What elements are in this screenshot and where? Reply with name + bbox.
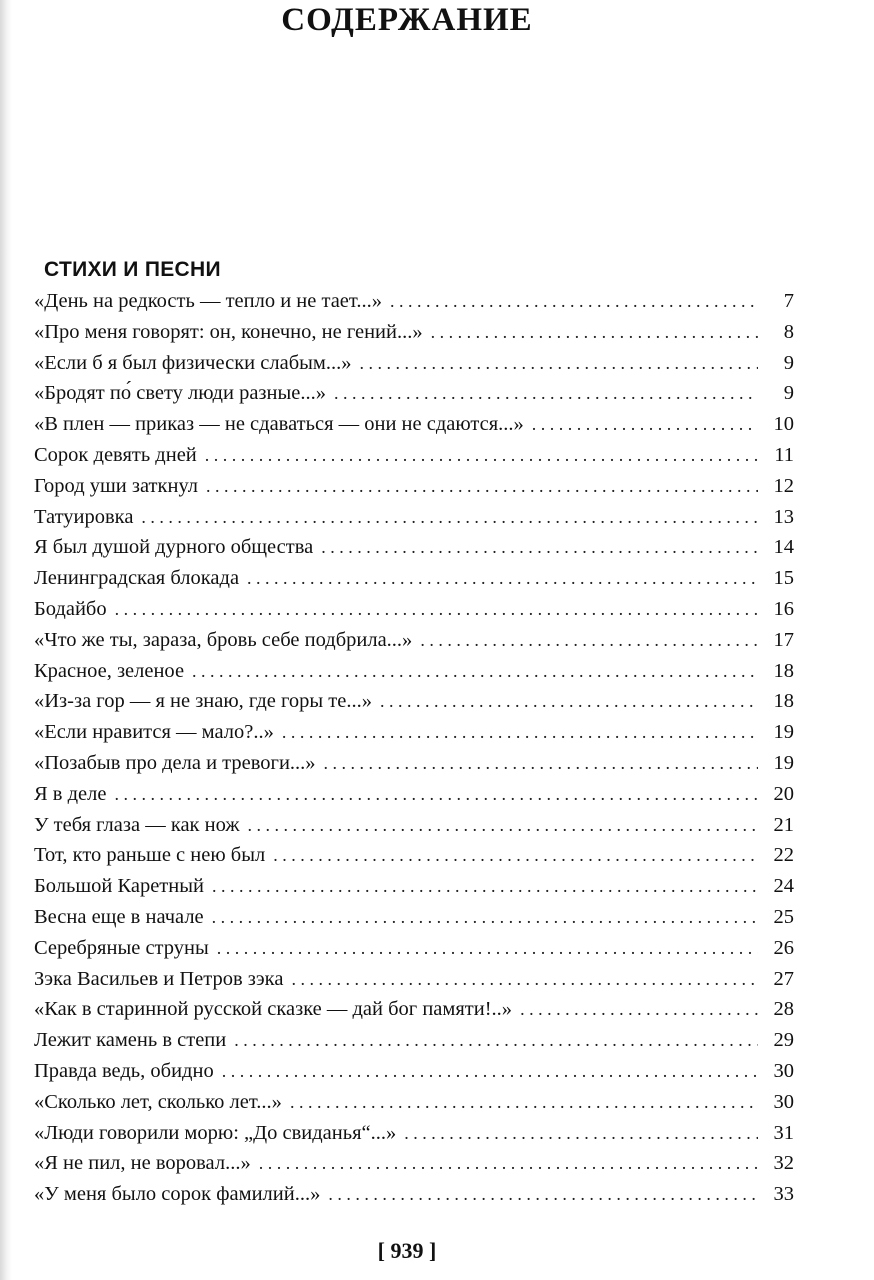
toc-entry[interactable] bbox=[34, 783, 794, 814]
toc-entry-title: Я в деле bbox=[34, 782, 107, 805]
toc-entry[interactable] bbox=[34, 352, 794, 383]
toc-entry[interactable] bbox=[34, 752, 794, 783]
toc-leader-dots bbox=[206, 476, 758, 497]
toc-leader-dots bbox=[205, 445, 758, 466]
toc-entry-title: «Что же ты, зараза, бровь себе подбрила...» bbox=[34, 628, 413, 651]
toc-entry-page: 11 bbox=[774, 443, 794, 466]
toc-entry[interactable] bbox=[34, 1060, 794, 1091]
toc-leader-dots bbox=[380, 691, 758, 712]
toc-entry[interactable] bbox=[34, 660, 794, 691]
toc-entry-page: 27 bbox=[773, 967, 794, 990]
toc-entry-page: 33 bbox=[773, 1183, 794, 1206]
toc-leader-dots bbox=[247, 568, 758, 589]
toc-entry[interactable] bbox=[34, 814, 794, 845]
toc-entry-page: 14 bbox=[773, 536, 794, 559]
toc-entry-title: Я был душой дурного общества bbox=[34, 536, 314, 559]
toc-leader-dots bbox=[321, 537, 758, 558]
toc-entry-page: 24 bbox=[773, 875, 794, 898]
toc-entry-title: «Бродят по́ свету люди разные...» bbox=[34, 382, 326, 405]
toc-entry-page: 20 bbox=[773, 782, 794, 805]
toc-entry-title: Тот, кто раньше с нею был bbox=[34, 844, 266, 867]
toc-entry[interactable] bbox=[34, 690, 794, 721]
toc-entry[interactable] bbox=[34, 598, 794, 629]
toc-entry[interactable] bbox=[34, 968, 794, 999]
toc-entry[interactable] bbox=[34, 1152, 794, 1183]
toc-leader-dots bbox=[520, 999, 758, 1020]
toc-entry-page: 17 bbox=[773, 628, 794, 651]
toc-entry-page: 28 bbox=[773, 998, 794, 1021]
toc-entry[interactable] bbox=[34, 321, 794, 352]
toc-entry-page: 30 bbox=[773, 1059, 794, 1082]
toc-entry-page: 13 bbox=[773, 505, 794, 528]
toc-entry-page: 15 bbox=[773, 567, 794, 590]
toc-leader-dots bbox=[212, 876, 758, 897]
toc-entry[interactable] bbox=[34, 1122, 794, 1153]
toc-entry-page: 29 bbox=[773, 1029, 794, 1052]
toc-entry-page: 8 bbox=[783, 320, 794, 343]
toc-leader-dots bbox=[328, 1184, 758, 1205]
toc-entry-title: Лежит камень в степи bbox=[34, 1029, 227, 1052]
toc-leader-dots bbox=[404, 1123, 758, 1144]
toc-entry[interactable] bbox=[34, 475, 794, 506]
toc-entry-title: Правда ведь, обидно bbox=[34, 1059, 214, 1082]
section-title: СТИХИ И ПЕСНИ bbox=[44, 258, 221, 281]
toc-entry-page: 9 bbox=[783, 382, 794, 405]
toc-entry-title: «Сколько лет, сколько лет...» bbox=[34, 1090, 282, 1113]
toc-leader-dots bbox=[431, 322, 758, 343]
toc-entry-title: «Если б я был физически слабым...» bbox=[34, 351, 352, 374]
toc-entry-title: «У меня было сорок фамилий...» bbox=[34, 1183, 321, 1206]
toc-entry[interactable] bbox=[34, 567, 794, 598]
toc-entry-page: 7 bbox=[783, 290, 794, 312]
toc-entry[interactable] bbox=[34, 290, 794, 321]
toc-entry-page: 25 bbox=[773, 905, 794, 928]
toc-entry-title: «В плен — приказ — не сдаваться — они не сдаются...» bbox=[34, 413, 524, 436]
toc-entry-title: Бодайбо bbox=[34, 597, 107, 620]
toc-entry-title: «День на редкость — тепло и не тает...» bbox=[34, 290, 382, 312]
toc-leader-dots bbox=[114, 784, 758, 805]
toc-leader-dots bbox=[334, 383, 758, 404]
toc-entry-title: Весна еще в начале bbox=[34, 905, 204, 928]
toc-leader-dots bbox=[115, 599, 758, 620]
toc-entry-title: Сорок девять дней bbox=[34, 443, 197, 466]
toc-leader-dots bbox=[222, 1061, 758, 1082]
toc-entry-title: «Про меня говорят: он, конечно, не гений...» bbox=[34, 320, 423, 343]
toc-entry[interactable] bbox=[34, 721, 794, 752]
toc-entry[interactable] bbox=[34, 629, 794, 660]
toc-entry-page: 26 bbox=[773, 936, 794, 959]
toc-entry-title: «Я не пил, не воровал...» bbox=[34, 1152, 251, 1175]
toc-leader-dots bbox=[217, 938, 758, 959]
toc-entry[interactable] bbox=[34, 998, 794, 1029]
toc-entry-page: 19 bbox=[773, 751, 794, 774]
toc-entry-title: «Из-за гор — я не знаю, где горы те...» bbox=[34, 690, 372, 713]
toc-entry[interactable] bbox=[34, 1029, 794, 1060]
toc-entry[interactable] bbox=[34, 1091, 794, 1122]
toc-leader-dots bbox=[360, 353, 759, 374]
toc-entry-page: 22 bbox=[773, 844, 794, 867]
toc-leader-dots bbox=[420, 630, 758, 651]
toc-entry-title: Ленинградская блокада bbox=[34, 567, 240, 590]
toc-entry-title: Красное, зеленое bbox=[34, 659, 185, 682]
toc-entry-page: 21 bbox=[773, 813, 794, 836]
toc-leader-dots bbox=[248, 815, 758, 836]
toc-entry-title: «Если нравится — мало?..» bbox=[34, 721, 274, 744]
toc-leader-dots bbox=[259, 1153, 758, 1174]
toc-leader-dots bbox=[291, 969, 758, 990]
toc-leader-dots bbox=[324, 753, 758, 774]
toc-leader-dots bbox=[290, 1092, 758, 1113]
toc-entry-title: У тебя глаза — как нож bbox=[34, 813, 240, 836]
toc-leader-dots bbox=[273, 845, 758, 866]
toc-entry-page: 19 bbox=[773, 721, 794, 744]
toc-leader-dots bbox=[390, 291, 758, 312]
toc-entry-page: 18 bbox=[773, 690, 794, 713]
page-title: СОДЕРЖАНИЕ bbox=[281, 2, 533, 38]
toc-entry-title: Большой Каретный bbox=[34, 875, 204, 898]
toc-entry-title: Зэка Васильев и Петров зэка bbox=[34, 967, 284, 990]
toc-entry[interactable] bbox=[34, 506, 794, 537]
toc-entry-page: 10 bbox=[773, 413, 794, 436]
toc-entry[interactable] bbox=[34, 413, 794, 444]
page-edge-shadow bbox=[0, 0, 12, 1280]
toc-leader-dots bbox=[282, 722, 758, 743]
toc-entry-title: Серебряные струны bbox=[34, 936, 209, 959]
toc-leader-dots bbox=[192, 661, 758, 682]
toc-entry-page: 18 bbox=[773, 659, 794, 682]
toc-entry[interactable] bbox=[34, 444, 794, 475]
toc-entry-page: 31 bbox=[773, 1121, 794, 1144]
toc-leader-dots bbox=[234, 1030, 758, 1051]
toc-entry[interactable] bbox=[34, 937, 794, 968]
toc-entry-title: «Как в старинной русской сказке — дай бог памяти!..» bbox=[34, 998, 513, 1021]
toc-leader-dots bbox=[212, 907, 758, 928]
toc-entry-title: «Люди говорили морю: „До свиданья“...» bbox=[34, 1121, 397, 1144]
toc-leader-dots bbox=[141, 507, 758, 528]
toc-entry[interactable] bbox=[34, 844, 794, 875]
toc-entry-title: «Позабыв про дела и тревоги...» bbox=[34, 751, 316, 774]
table-of-contents bbox=[34, 290, 794, 1214]
page-number: [ 939 ] bbox=[377, 1238, 437, 1263]
toc-entry-page: 30 bbox=[773, 1090, 794, 1113]
toc-leader-dots bbox=[532, 414, 758, 435]
toc-entry[interactable] bbox=[34, 382, 794, 413]
toc-entry-page: 32 bbox=[773, 1152, 794, 1175]
toc-entry[interactable] bbox=[34, 906, 794, 937]
toc-entry[interactable] bbox=[34, 1183, 794, 1214]
toc-entry-page: 16 bbox=[773, 597, 794, 620]
toc-entry[interactable] bbox=[34, 875, 794, 906]
toc-entry-title: Татуировка bbox=[34, 505, 134, 528]
toc-entry-page: 12 bbox=[773, 474, 794, 497]
toc-entry[interactable] bbox=[34, 536, 794, 567]
toc-entry-page: 9 bbox=[783, 351, 794, 374]
toc-entry-title: Город уши заткнул bbox=[34, 474, 199, 497]
